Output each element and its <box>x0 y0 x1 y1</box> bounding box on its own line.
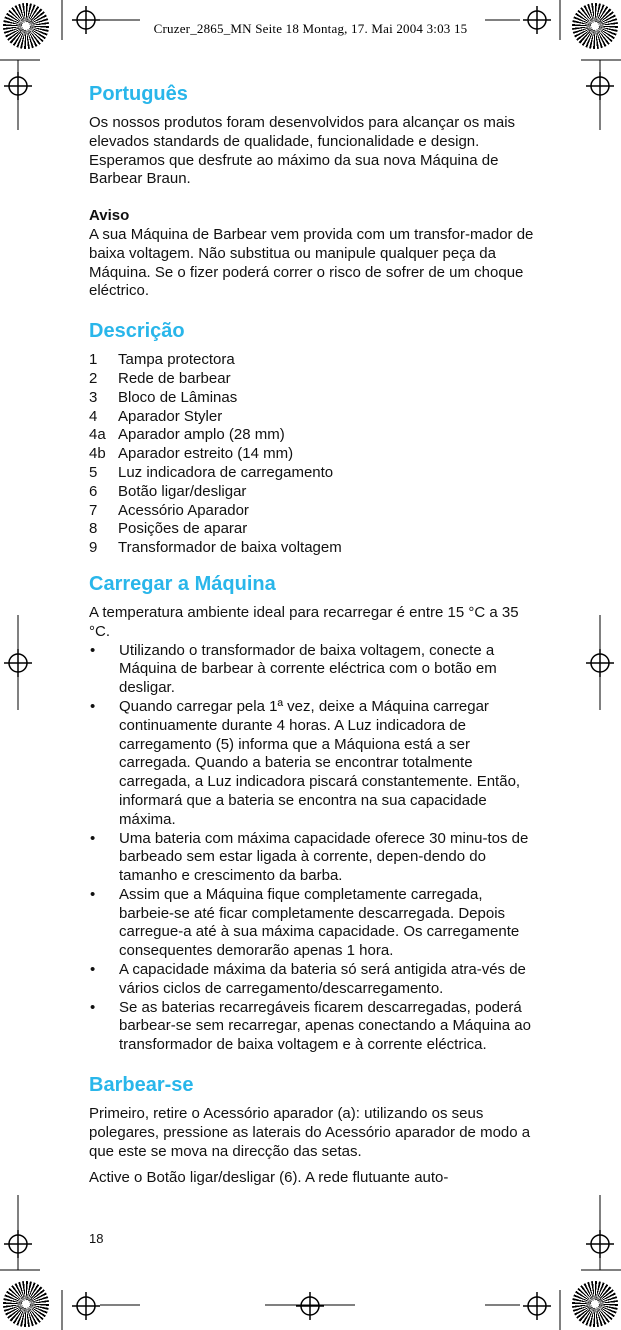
bullet-text: Uma bateria com máxima capacidade oferece 30 minu-tos de barbeado sem estar ligada à corrente, depen-dendo do tamanho e crescimento da barba. <box>119 829 529 885</box>
item-number: 8 <box>89 520 98 538</box>
list-item <box>89 698 534 830</box>
item-text: Posições de aparar <box>118 520 248 538</box>
list-item <box>89 830 534 886</box>
warning-text: A sua Máquina de Barbear vem provida com um transfor-mador de baixa voltagem. Não substitua ou manipule qualquer peça da Máquina. Se o fizer poderá correr o risco de sofrer de um choque eléctrico. <box>89 225 534 300</box>
item-number: 4a <box>89 426 106 444</box>
shaving-paragraph-2: Active o Botão ligar/desligar (6). A rede flutuante auto- <box>89 1169 449 1187</box>
item-text: Tampa protectora <box>118 351 235 369</box>
warning-title: Aviso <box>89 207 130 225</box>
item-text: Transformador de baixa voltagem <box>118 539 342 557</box>
item-number: 4 <box>89 407 98 425</box>
item-text: Rede de barbear <box>118 369 231 387</box>
bullet-text: Utilizando o transformador de baixa voltagem, conecte a Máquina de barbear à corrente eléctrica com o botão em desligar. <box>119 641 497 697</box>
item-number: 9 <box>89 539 98 557</box>
bullet-text: Quando carregar pela 1ª vez, deixe a Máquina carregar continuamente durante 4 horas. A Luz indicadora de carregamento (5) informa que a Máquiona está a ser carregada. Quando a bateria se encontrar totalmente carregada, a Luz indicadora piscará constantemente. Então, informará que a bateria se encontra na sua capacidade máxima. <box>119 697 521 828</box>
item-text: Aparador estreito (14 mm) <box>118 445 294 463</box>
list-item <box>89 502 534 521</box>
list-item <box>89 539 534 558</box>
star-target-bottom-right <box>572 1281 618 1327</box>
heading-carregar: Carregar a Máquina <box>89 572 276 595</box>
list-item <box>89 389 534 408</box>
intro-paragraph: Os nossos produtos foram desenvolvidos para alcançar os mais elevados standards de qualidade, funcionalidade e design. Esperamos que desfrute ao máximo da sua nova Máquina de Barbear Braun. <box>89 114 516 188</box>
heading-portugues: Português <box>89 83 188 105</box>
bullet-icon: • <box>90 829 96 847</box>
bullet-icon: • <box>90 998 96 1016</box>
charging-intro: A temperatura ambiente ideal para recarregar é entre 15 °C a 35 °C. <box>89 603 519 640</box>
bullet-text: Se as baterias recarregáveis ficarem descarregadas, poderá barbear-se sem recarregar, apenas conectando a Máquina ao transformador de baixa voltagem e à corrente eléctrica. <box>119 998 531 1054</box>
list-item <box>89 464 534 483</box>
bullet-icon: • <box>90 641 96 659</box>
charging-bullets <box>89 642 534 1056</box>
item-number: 3 <box>89 388 98 406</box>
bullet-icon: • <box>90 697 96 715</box>
page-content <box>89 82 534 1188</box>
item-number: 6 <box>89 482 98 500</box>
item-text: Acessório Aparador <box>118 501 249 519</box>
list-item <box>89 426 534 445</box>
list-item <box>89 961 534 999</box>
list-item <box>89 351 534 370</box>
bullet-text: Assim que a Máquina fique completamente carregada, barbeie-se até ficar completamente descarregada. Depois carregue-a até à sua máxima capacidade. Os carregamente consequentes demorarão apenas 1 hora. <box>119 885 520 960</box>
star-target-top-left <box>3 3 49 49</box>
print-slug-line: Cruzer_2865_MN Seite 18 Montag, 17. Mai 2004 3:03 15 <box>153 21 468 36</box>
item-text: Luz indicadora de carregamento <box>118 463 334 481</box>
star-target-top-right <box>572 3 618 49</box>
bullet-icon: • <box>90 961 96 979</box>
list-item <box>89 408 534 427</box>
list-item <box>89 999 534 1055</box>
page-number: 18 <box>89 1231 104 1246</box>
item-number: 5 <box>89 463 98 481</box>
list-item <box>89 642 534 698</box>
bullet-icon: • <box>90 885 96 903</box>
item-number: 4b <box>89 445 106 463</box>
item-text: Aparador Styler <box>118 407 223 425</box>
item-text: Aparador amplo (28 mm) <box>118 426 285 444</box>
list-item <box>89 886 534 961</box>
item-text: Bloco de Lâminas <box>118 388 238 406</box>
item-number: 7 <box>89 501 98 519</box>
bullet-text: A capacidade máxima da bateria só será antigida atra-vés de vários ciclos de carregamento/descarregamento. <box>119 961 526 997</box>
item-text: Botão ligar/desligar <box>118 482 247 500</box>
heading-descricao: Descrição <box>89 320 185 343</box>
list-item <box>89 520 534 539</box>
list-item <box>89 445 534 464</box>
star-target-bottom-left <box>3 1281 49 1327</box>
list-item <box>89 370 534 389</box>
item-number: 1 <box>89 351 98 369</box>
heading-barbear: Barbear-se <box>89 1074 194 1097</box>
list-item <box>89 483 534 502</box>
item-number: 2 <box>89 369 98 387</box>
parts-list <box>89 351 534 558</box>
shaving-paragraph-1: Primeiro, retire o Acessório aparador (a): utilizando os seus polegares, pressione as laterais do Acessório aparador de modo a que este se mova na direcção das setas. <box>89 1105 531 1160</box>
